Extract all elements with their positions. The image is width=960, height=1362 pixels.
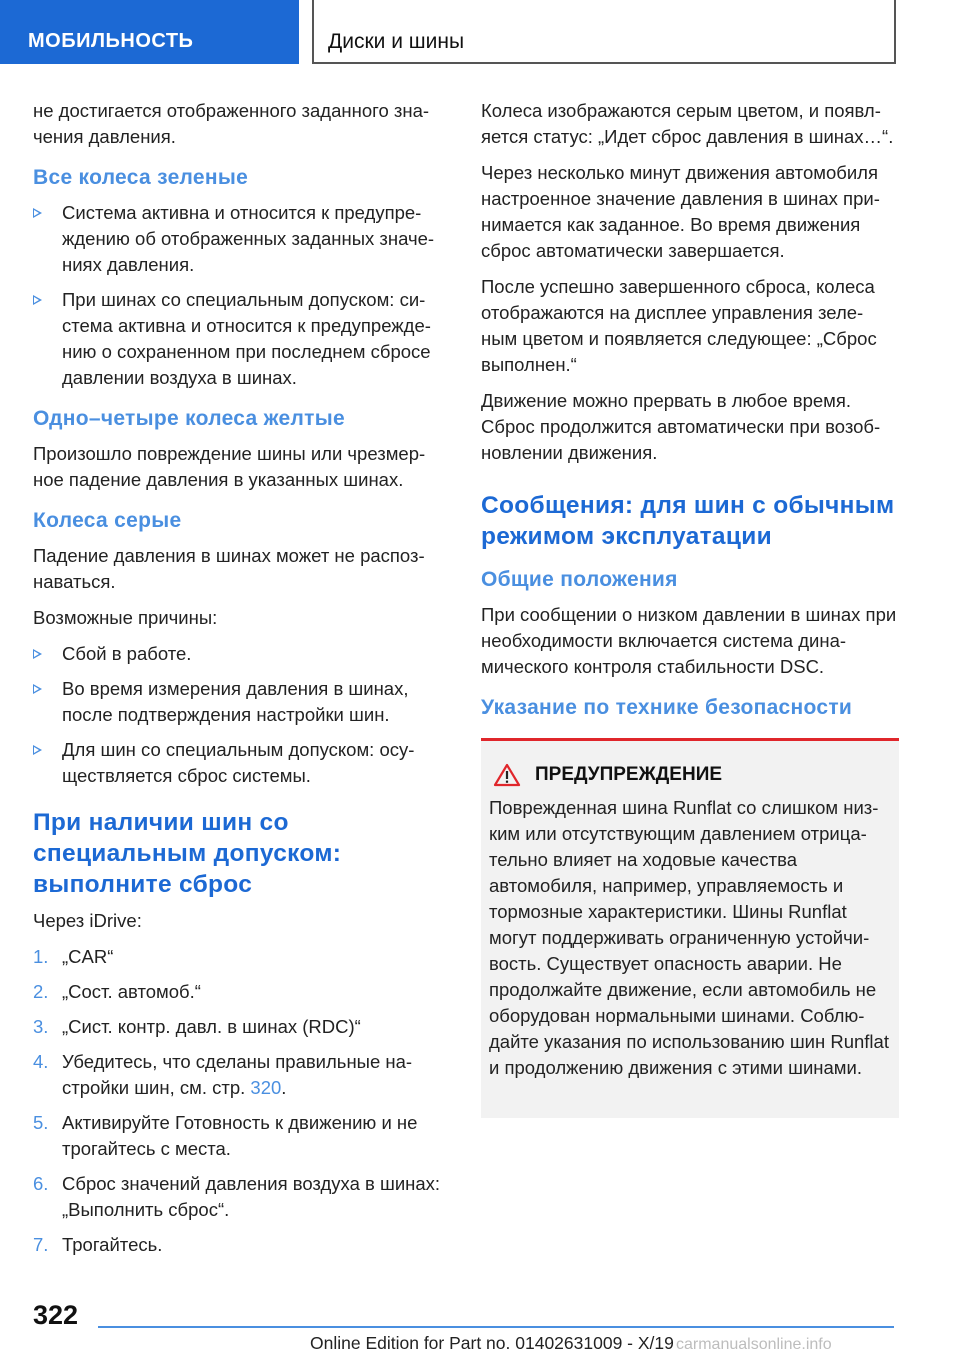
heading-grey: Колеса серые xyxy=(33,509,182,532)
heading-green: Все колеса зеленые xyxy=(33,166,249,189)
heading-general: Общие положения xyxy=(481,568,678,591)
step-item: 6. Сброс значений давления воздуха в шинах: „Выполнить сброс“. xyxy=(33,1173,441,1220)
warning-text: Поврежденная шина Runflat со слишком низ-ким или отсутствующим давлением отрица-тельно влияет на ходовые качества автомобиля, например, управляемость и тормозные характеристики. Шины Runflat могут поддерживать ограниченную устойчи-вость. Существует опасность аварии. Не продолжайте движение, если автомобиль не оборудован нормальными шинами. Соблю-дайте указания по использованию шин Runflat и продолжению движения с этими шинами. xyxy=(489,797,889,1078)
triangle-bullet-icon xyxy=(33,649,42,659)
paragraph-3: После успешно завершенного сброса, колеса отображаются на дисплее управления зеле-ным цветом и появляется следующее: „Сброс выполнен.“ xyxy=(481,276,877,375)
paragraph-2: Через несколько минут движения автомобиля настроенное значение давления в шинах при-нимается как заданное. Во время движения сброс автоматически завершается. xyxy=(481,162,880,261)
intro-text: не достигается отображенного заданного зна-чения давления. xyxy=(33,100,430,147)
causes-list xyxy=(33,641,453,789)
warning-title: ПРЕДУПРЕЖДЕНИЕ xyxy=(489,763,891,787)
step-item: 4. Убедитесь, что сделаны правильные на-стройки шин, см. стр. 320. xyxy=(33,1051,413,1098)
footer-divider xyxy=(98,1326,894,1328)
causes-label: Возможные причины: xyxy=(33,607,218,628)
paragraph-1: Колеса изображаются серым цветом, и появл-яется статус: „Идет сброс давления в шинах…“. xyxy=(481,100,894,147)
paragraph-4: Движение можно прервать в любое время. Сброс продолжится автоматически при возоб-новлении движения. xyxy=(481,390,881,463)
triangle-bullet-icon xyxy=(33,745,42,755)
triangle-bullet-icon xyxy=(33,208,42,218)
green-list xyxy=(33,200,453,391)
triangle-bullet-icon xyxy=(33,684,42,694)
page-number: 322 xyxy=(33,1300,79,1330)
footer-edition: Online Edition for Part no. 01402631009 - X/19 xyxy=(310,1333,674,1353)
right-column xyxy=(481,98,899,1118)
grey-text: Падение давления в шинах может не распоз-наваться. xyxy=(33,545,425,592)
page-link[interactable]: 320 xyxy=(250,1077,282,1098)
header-section: МОБИЛЬНОСТЬ xyxy=(0,0,299,64)
heading-messages: Сообщения: для шин с обычным режимом эксплуатации xyxy=(481,492,895,550)
heading-reset: При наличии шин со специальным допуском: выполните сброс xyxy=(33,809,342,898)
list-item: Во время измерения давления в шинах, после подтверждения настройки шин. xyxy=(33,676,453,728)
step-item: 1. „CAR“ xyxy=(33,946,114,967)
list-item: Сбой в работе. xyxy=(33,641,453,667)
via-idrive: Через iDrive: xyxy=(33,910,142,931)
general-text: При сообщении о низком давлении в шинах при необходимости включается система дина-мического контроля стабильности DSC. xyxy=(481,604,897,677)
warning-box xyxy=(481,738,899,1118)
list-item: Для шин со специальным допуском: осу-ществляется сброс системы. xyxy=(33,737,453,789)
step-item: 3. „Сист. контр. давл. в шинах (RDC)“ xyxy=(33,1016,361,1037)
step-item: 5. Активируйте Готовность к движению и не трогайтесь с места. xyxy=(33,1112,418,1159)
heading-yellow: Одно–четыре колеса желтые xyxy=(33,407,345,430)
steps-list xyxy=(33,944,453,1258)
heading-safety: Указание по технике безопасности xyxy=(481,696,853,719)
warning-triangle-icon xyxy=(493,763,521,787)
step-item: 2. „Сост. автомоб.“ xyxy=(33,981,201,1002)
list-item: При шинах со специальным допуском: си-стема активна и относится к предупрежде-нию о сохраненном при последнем сбросе давлении воздуха в шинах. xyxy=(33,287,453,391)
step-item: 7. Трогайтесь. xyxy=(33,1234,163,1255)
list-item: Система активна и относится к предупре-ждению об отображенных заданных значе-ниях давления. xyxy=(33,200,453,278)
triangle-bullet-icon xyxy=(33,295,42,305)
yellow-text: Произошло повреждение шины или чрезмер-ное падение давления в указанных шинах. xyxy=(33,443,426,490)
left-column xyxy=(33,98,453,1267)
watermark: carmanualsonline.info xyxy=(676,1336,832,1353)
header-topic: Диски и шины xyxy=(312,0,896,64)
